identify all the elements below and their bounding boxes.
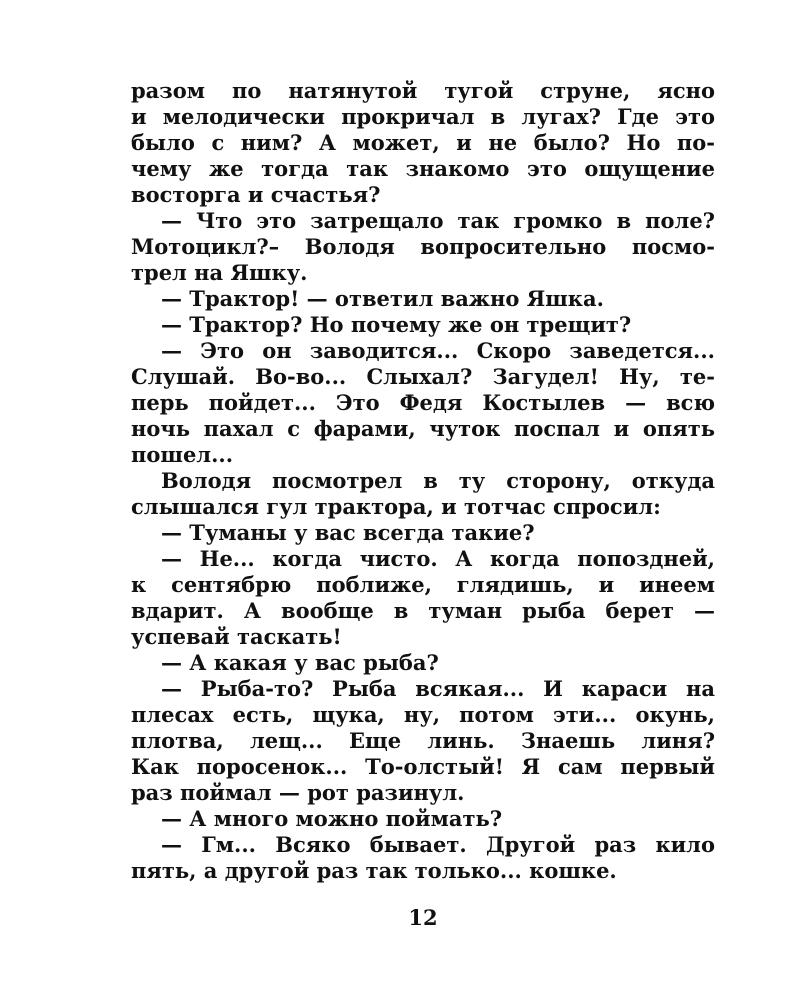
text-line: перь пойдет... Это Федя Костылев — всю	[131, 390, 715, 415]
text-line: — А какая у вас рыба?	[161, 650, 439, 675]
text-line: успевай таскать!	[131, 624, 342, 649]
text-line: раз поймал — рот разинул.	[131, 780, 465, 805]
text-line: к сентябрю поближе, глядишь, и инеем	[131, 572, 715, 597]
text-line: — Трактор! — ответил важно Яшка.	[161, 286, 604, 311]
text-line: — Это он заводится... Скоро заведется...	[161, 338, 715, 363]
text-line: пять, а другой раз так только... кошке.	[131, 858, 617, 883]
text-block	[131, 78, 715, 884]
text-line: — Не... когда чисто. А когда попоздней,	[161, 546, 715, 571]
text-line: плотва, лещ... Еще линь. Знаешь линя?	[131, 728, 715, 753]
text-line: чему же тогда так знакомо это ощущение	[131, 156, 715, 181]
text-line: вдарит. А вообще в туман рыба берет —	[131, 598, 715, 623]
text-line: пошел...	[131, 442, 234, 467]
text-line: трел на Яшку.	[131, 260, 308, 285]
text-line: — Туманы у вас всегда такие?	[161, 520, 535, 545]
text-line: ночь пахал с фарами, чуток поспал и опять	[131, 416, 715, 441]
text-line: — Что это затрещало так громко в поле?	[161, 208, 715, 233]
text-line: восторга и счастья?	[131, 182, 381, 207]
text-line: — Гм... Всяко бывает. Другой раз кило	[161, 832, 715, 857]
page-number: 12	[408, 905, 438, 930]
text-line: Слушай. Во-во... Слыхал? Загудел! Ну, те-	[131, 364, 715, 389]
text-line: — А много можно поймать?	[161, 806, 503, 831]
text-line: Мотоцикл?– Володя вопросительно посмо-	[131, 234, 715, 259]
text-line: слышался гул трактора, и тотчас спросил:	[131, 494, 661, 519]
text-line: Как поросенок... То-олстый! Я сам первый	[131, 754, 715, 779]
text-line: было с ним? А может, и не было? Но по-	[131, 130, 715, 155]
text-line: и мелодически прокричал в лугах? Где это	[131, 104, 715, 129]
text-line: разом по натянутой тугой струне, ясно	[131, 78, 715, 103]
text-line: — Трактор? Но почему же он трещит?	[161, 312, 632, 337]
text-line: Володя посмотрел в ту сторону, откуда	[161, 468, 715, 493]
text-line: — Рыба-то? Рыба всякая... И караси на	[161, 676, 715, 701]
text-line: плесах есть, щука, ну, потом эти... окунь,	[131, 702, 715, 727]
